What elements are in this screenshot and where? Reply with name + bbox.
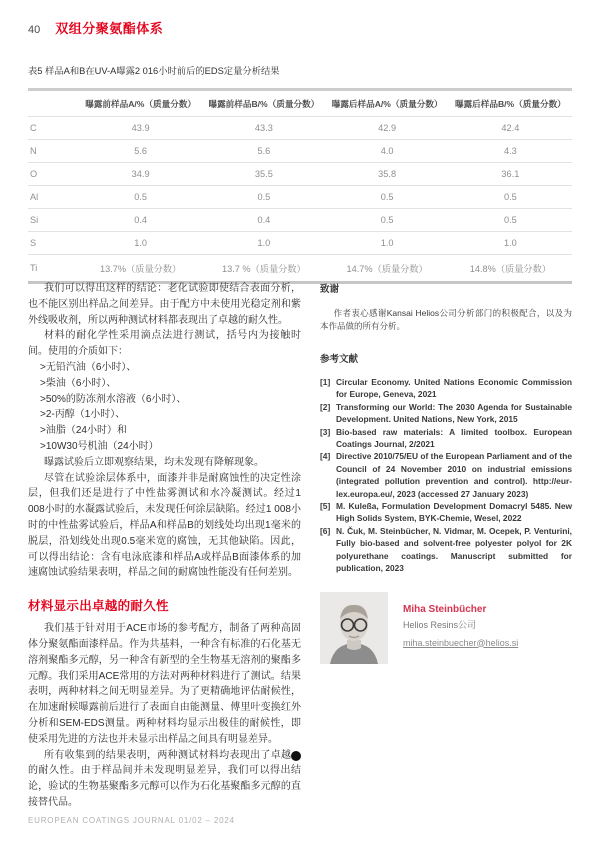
references-list	[320, 376, 572, 575]
table-cell: 42.9	[378, 123, 397, 133]
table-cell: 0.5	[380, 215, 394, 225]
table-col-header-pre-a: 曝露前样品A/%（质量分数）	[79, 90, 202, 117]
element-label: Al	[30, 192, 39, 202]
author-email-link[interactable]: miha.steinbuecher@helios.si	[403, 637, 519, 648]
reference-item	[320, 525, 572, 575]
table-cell: 43.3	[254, 123, 273, 133]
paragraph: 我们可以得出这样的结论：老化试验即使结合表面分析，也不能区别出样品之间差异。由于配方中未使用光稳定剂和紫外线吸收剂，所以两种测试材料都表现出了卓越的耐久性。	[28, 283, 301, 326]
media-list-item: >10W30号机油（24小时）	[40, 440, 159, 452]
table-row	[28, 255, 572, 283]
reference-item	[320, 426, 572, 451]
article-left-column	[28, 281, 310, 811]
table-cell: 13.7 %（质量分数）	[222, 264, 306, 274]
table-cell: 0.5	[134, 192, 148, 202]
author-info	[403, 592, 572, 651]
reference-text: Transforming our World: The 2030 Agenda for Sustainable Development. United Nations, New York, 2015	[336, 401, 572, 425]
table-cell: 1.0	[134, 238, 148, 248]
author-portrait-image	[320, 592, 388, 664]
table-cell: 0.4	[134, 215, 148, 225]
end-of-article-icon: ‹	[291, 751, 301, 761]
table-cell: 43.9	[131, 123, 150, 133]
table-col-header-element	[28, 90, 79, 117]
article-right-column	[320, 281, 572, 664]
test-media-list	[28, 360, 301, 455]
reference-number: [5]	[320, 501, 331, 512]
journal-footer: EUROPEAN COATINGS JOURNAL 01/02 – 2024	[28, 816, 235, 825]
element-label: S	[30, 238, 37, 248]
table-row	[28, 232, 572, 255]
table-cell: 5.6	[134, 146, 148, 156]
reference-item	[320, 500, 572, 525]
table-col-header-pre-b: 曝露前样品B/%（质量分数）	[202, 90, 325, 117]
table-cell: 0.5	[380, 192, 394, 202]
element-label: Si	[30, 215, 39, 225]
table-cell: 42.4	[501, 123, 520, 133]
table-row	[28, 140, 572, 163]
eds-results-table	[28, 88, 572, 284]
element-label: Ti	[30, 263, 38, 273]
acknowledgement-text: 作者衷心感谢Kansai Helios公司分析部门的积极配合，以及为本作品做的所有分析。	[320, 308, 572, 331]
reference-item	[320, 401, 572, 426]
table-row	[28, 186, 572, 209]
table-cell: 0.5	[503, 215, 517, 225]
table-cell: 35.5	[254, 169, 273, 179]
author-company: Helios Resins公司	[403, 619, 477, 630]
reference-number: [2]	[320, 401, 331, 412]
paragraph: 曝露试验后立即观察结果，均未发现有降解现象。	[44, 456, 264, 468]
media-list-item: >油脂（24小时）和	[40, 425, 127, 437]
table-cell: 34.9	[131, 169, 150, 179]
author-block	[320, 592, 572, 664]
reference-item	[320, 450, 572, 500]
table-cell: 0.4	[257, 215, 271, 225]
table-cell: 14.7%（质量分数）	[346, 264, 428, 274]
reference-text: Bio-based raw materials: A limited toolbox. European Coatings Journal, 2/2021	[336, 426, 572, 450]
table-cell: 35.8	[378, 169, 397, 179]
author-photo	[320, 592, 388, 664]
table-cell: 1.0	[503, 238, 517, 248]
table-cell: 0.5	[257, 192, 271, 202]
page-header	[28, 18, 163, 37]
reference-number: [6]	[320, 525, 331, 536]
media-list-item: >无铅汽油（6小时）、	[40, 361, 137, 373]
reference-text: Circular Economy. United Nations Economic Commission for Europe, Geneva, 2021	[336, 377, 572, 400]
element-label: N	[30, 146, 37, 156]
paragraph: 尽管在试验涂层体系中，面漆并非是耐腐蚀性的决定性涂层，但我们还是进行了中性盐雾测试和水冷凝测试。经过1 008小时的水凝露试验后，未发现任何涂层缺陷。经过1 008小时的中性盐雾试验后，样品A和样品B的划线处均出现1毫米的脱层，沿划线处出现0.5毫米宽的腐蚀，无其他缺陷。因此，可以得出结论：含有电泳底漆和样品A或样品B面漆体系的加速腐蚀试验结果表明，样品之间的耐腐蚀性能没有任何差别。	[28, 472, 301, 579]
table-row	[28, 117, 572, 140]
table-header-row	[28, 90, 572, 117]
reference-number: [4]	[320, 451, 331, 462]
table-col-header-post-a: 曝露后样品A/%（质量分数）	[326, 90, 449, 117]
table-cell: 0.5	[503, 192, 517, 202]
table-col-header-post-b: 曝露后样品B/%（质量分数）	[449, 90, 572, 117]
paragraph-last	[28, 748, 310, 811]
table-cell: 1.0	[257, 238, 271, 248]
table-cell: 13.7%（质量分数）	[100, 264, 182, 274]
table-cell: 36.1	[501, 169, 520, 179]
reference-text: N. Čuk, M. Steinbücher, N. Vidmar, M. Ocepek, P. Venturini, Fully bio-based and solvent-free polyester polyol for 2K polyurethane coatings. Manuscript submitted for publication, 2023	[336, 525, 572, 574]
paragraph-text: 所有收集到的结果表明，两种测试材料均表现出了卓越的耐久性。由于样品间并未发现明显差异，我们可以得出结论，验试的生物基聚酯多元醇可以作为石化基聚酯多元醇的直接替代品。	[28, 749, 301, 808]
media-list-item: >柴油（6小时）、	[40, 377, 117, 389]
element-label: C	[30, 123, 37, 133]
table-cell: 4.0	[380, 146, 394, 156]
table-cell: 4.3	[503, 146, 517, 156]
table-row	[28, 163, 572, 186]
reference-number: [1]	[320, 377, 331, 387]
reference-number: [3]	[320, 426, 331, 437]
author-name: Miha Steinbücher	[403, 603, 487, 615]
table-cell: 14.8%（质量分数）	[469, 264, 551, 274]
page-number: 40	[28, 24, 41, 36]
chapter-title: 双组分聚氨酯体系	[55, 21, 164, 36]
table-cell: 1.0	[380, 238, 394, 248]
paragraph: 材料的耐化学性采用滴点法进行测试，括号内为接触时间。使用的介质如下：	[28, 330, 301, 358]
acknowledgement-heading: 致谢	[320, 284, 340, 295]
section-heading: 材料显示出卓越的耐久性	[28, 599, 169, 614]
table-caption: 表5 样品A和B在UV-A曝露2 016小时前后的EDS定量分析结果	[28, 66, 280, 76]
reference-text: M. Kuleßa, Formulation Development Domacryl 5485. New High Solids System, BYK-Chemie, Wesel, 2022	[336, 501, 572, 524]
table-cell: 5.6	[257, 146, 271, 156]
element-label: O	[30, 169, 38, 179]
paragraph: 我们基于针对用于ACE市场的参考配方，制备了两种高固体分聚氨酯面漆样品。作为共基料，一种含有标准的石化基无溶剂聚酯多元醇，另一种含有新型的全生物基无溶剂的聚酯多元醇。我们采用ACE常用的方法对两种材料进行了测试。结果表明，两种材料之间无明显差异。为了更精确地评估耐候性，在加速耐候曝露前后进行了表面自由能测量、傅里叶变换红外分析和SEM-EDS测量。两种材料均显示出极佳的耐候性，即使采用先进的方法也并未显示出样品之间具有明显差异。	[28, 623, 301, 745]
references-heading: 参考文献	[320, 354, 359, 365]
media-list-item: >2-丙醇（1小时）、	[40, 409, 126, 421]
media-list-item: >50%的防冻剂水溶液（6小时）、	[40, 393, 187, 405]
table-row	[28, 209, 572, 232]
reference-text: Directive 2010/75/EU of the European Parliament and of the Council of 24 November 2010 on industrial emissions (integrated pollution prevention and control). http://eur-lex.europa.eu/, 2023 (accessed 27 January 2023)	[336, 451, 572, 499]
reference-item	[320, 376, 572, 401]
